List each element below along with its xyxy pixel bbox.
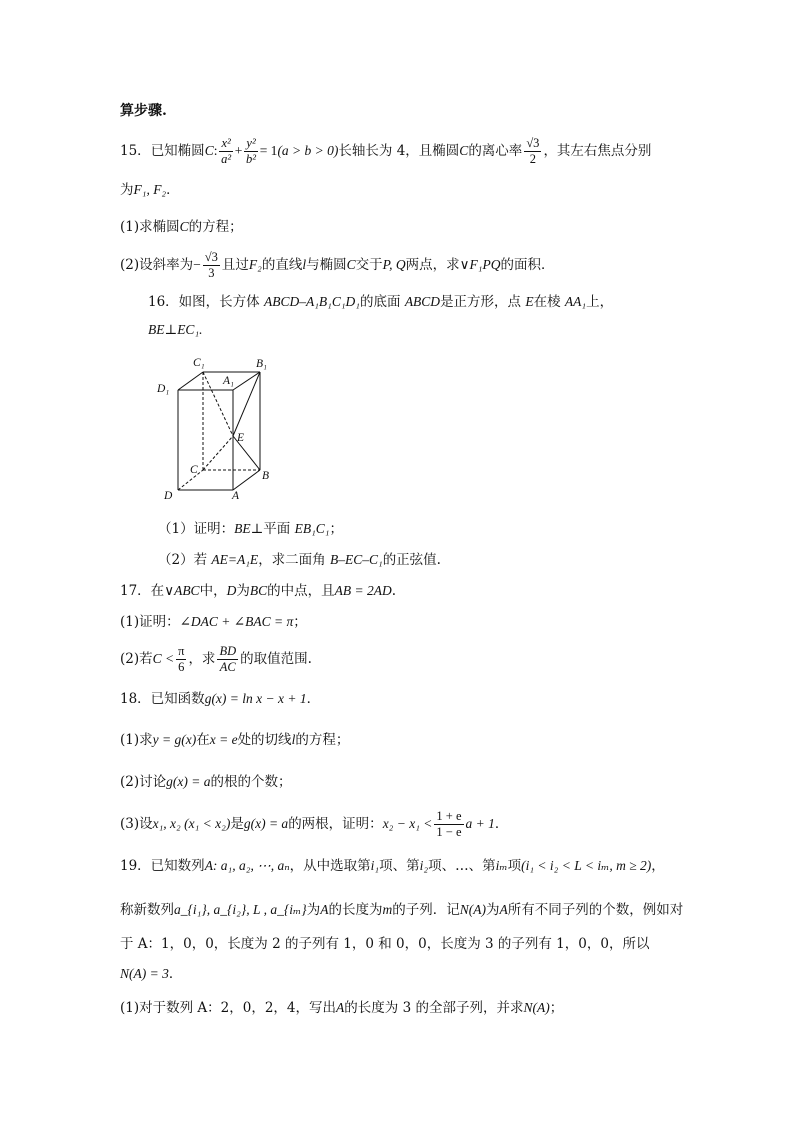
q18-p3-tail: a + 1 (465, 816, 495, 831)
q15-y2: y² (246, 136, 256, 150)
q18-p1-x: x = e (209, 732, 238, 747)
q17-text-e: . (391, 583, 396, 599)
q15-text2: 长轴长为 4，且椭圆 (338, 143, 460, 159)
q18-p1-text-a: (1)求 (120, 732, 153, 748)
q18-p2-eq: g(x) = a (166, 774, 211, 789)
q18-text-a: 18．已知函数 (120, 691, 205, 707)
q15-p1-text-b: 的方程； (188, 219, 243, 235)
q19-i2: i₂ (419, 858, 429, 873)
q15-two: 2 (529, 152, 536, 166)
q18-p3-fraction (434, 809, 463, 840)
q17-pi: π (178, 644, 185, 658)
q18-p3-den: 1 − e (436, 825, 462, 839)
q15-p2-triangle: ∨F₁PQ (459, 257, 501, 272)
q18-p3-ineq: x₂ − x₁ < (382, 816, 433, 831)
q18-p2-text-c: 的根的个数； (210, 774, 292, 790)
q19-l2-text-e: 为 (485, 902, 500, 918)
label-C1: C₁ (193, 357, 205, 369)
q16-point-E: E (525, 294, 534, 309)
q16-text-i: 上， (586, 294, 614, 310)
q17-p2-text-c: ，求 (188, 651, 216, 667)
q16-prism: ABCD–A₁B₁C₁D₁ (263, 294, 361, 309)
edge-AB (233, 470, 260, 490)
q18-p1-text-e: 处的切线 (237, 732, 292, 748)
q16-s2-eq: AE=A₁E (211, 552, 259, 567)
label-B: B (262, 470, 270, 482)
q18-p1-l: l (291, 732, 296, 747)
q15-p2-text-d: 与椭圆 (306, 257, 347, 273)
q19-line3: 于 A：1，0，0，长度为 2 的子列有 1，0 和 0，0，长度为 3 的子列有 1，0，0，所以 (120, 936, 650, 952)
q15-p2-text-b: 且过 (221, 257, 249, 273)
q19-text-f: ， (651, 858, 665, 874)
q17-p1-eq: ∠DAC + ∠BAC = π (179, 614, 294, 629)
cuboid-figure (150, 350, 280, 505)
q17-pi-fraction (176, 644, 186, 675)
q15-eq1: = 1 (259, 143, 278, 158)
q15-sqrt3: √3 (526, 136, 540, 150)
label-C: C (190, 464, 198, 476)
q19-text-a: 19．已知数列 (120, 858, 205, 874)
q17-D: D (226, 583, 237, 598)
q19-subseq: a_{i₁}, a_{i₂}, L , a_{iₘ} (174, 902, 307, 917)
q15-part2 (120, 248, 554, 282)
q17-triangle: ∨ABC (164, 583, 200, 598)
q15-p1-C: C (179, 219, 189, 234)
q19-l2-text-c: 的长度为 (328, 902, 383, 918)
q19-line4 (120, 964, 182, 984)
q15-fraction-x (219, 136, 232, 167)
q18-part1 (120, 730, 349, 750)
q19-cond: (i₁ < i₂ < L < iₘ, m ≥ 2) (521, 858, 652, 873)
q15-p2-PQ: P, Q (382, 257, 406, 272)
q15-p2-C: C (346, 257, 356, 272)
q19-l2-text-a: 称新数列 (120, 902, 174, 918)
q16-s1-BE: BE (234, 521, 251, 536)
q19-p1-A: A (336, 1000, 345, 1015)
q17-six: 6 (178, 660, 185, 674)
q15-ellipse-name: C (204, 143, 214, 158)
q17-BD: BD (219, 644, 237, 658)
q19-A-2: A (499, 902, 508, 917)
q17-p1-text-c: ； (293, 614, 307, 630)
q19-text-c: 项、第 (379, 858, 420, 874)
q15-a2: a² (221, 152, 232, 166)
q15-text3: 的离心率 (468, 143, 523, 159)
q19-l2-text-b: 为 (306, 902, 321, 918)
q19-text-e: 项 (507, 858, 522, 874)
q15-number: 15． (120, 143, 151, 159)
label-B1: B₁ (256, 358, 268, 370)
q18-p3-text-a: (3)设 (120, 816, 153, 832)
q16-text-c: 的底面 (360, 294, 405, 310)
q15-text4: ，其左右焦点分别 (543, 143, 652, 159)
q17-AC: AC (219, 660, 236, 674)
q15-slope-three: 3 (208, 266, 215, 280)
q19-p1-text-d: ； (549, 1000, 564, 1016)
q17-text-a: 17．在 (120, 583, 165, 599)
q15-text5: 为 (120, 182, 134, 198)
q16-s2-angle: B–EC–C₁ (329, 552, 383, 567)
q16-text-g: 在棱 (533, 294, 565, 310)
q17-line1 (120, 581, 396, 601)
q15-x2: x² (221, 136, 231, 150)
q16-s2-text-a: （2）若 (158, 552, 212, 568)
q16-s1-text-c: ⊥平面 (250, 521, 295, 537)
q17-p2-cond: C < (152, 651, 175, 666)
q18-p1-text-c: 在 (196, 732, 210, 748)
q16-sub1 (158, 519, 343, 539)
label-E: E (237, 432, 245, 444)
q15-p2-text-a: (2)设斜率为 (120, 257, 194, 273)
q15-p2-text-c: 的直线 (261, 257, 303, 273)
q18-p3-num: 1 + e (436, 809, 462, 823)
q19-p1-text-a: (1)对于数列 A：2，0，2，4，写出 (120, 1000, 337, 1016)
q15-colon: : (213, 143, 218, 158)
q16-line2: BE⊥EC₁. (148, 322, 203, 337)
q16-sub2 (158, 550, 441, 570)
q19-l4-text-b: ． (168, 966, 183, 982)
q15-slope-sqrt3: √3 (204, 250, 218, 264)
q19-m: m (382, 902, 393, 917)
q17-text-d: 的中点，且 (267, 583, 335, 599)
q19-A: A (320, 902, 329, 917)
q18-part2 (120, 772, 291, 792)
q16-text-a: 16．如图，长方体 (148, 294, 264, 310)
q16-line1 (148, 292, 613, 312)
q17-BC: BC (249, 583, 268, 598)
q17-eq: AB = 2AD (334, 583, 392, 598)
q15-ellipse-name-2: C (459, 143, 469, 158)
q18-p3-roots: x₁, x₂ (x₁ < x₂) (152, 816, 231, 831)
q17-p1-text-a: (1)证明： (120, 614, 180, 630)
q15-condition: (a > b > 0) (277, 143, 339, 158)
section-header: 算步骤. (120, 103, 167, 119)
q19-l2-text-f: 所有不同子列的个数，例如对 (507, 902, 684, 918)
q15-p2-text-g: 的面积． (500, 257, 555, 273)
q16-s1-text-e: ； (329, 521, 343, 537)
q18-text-b: ． (306, 691, 321, 707)
q15-eccentricity (524, 136, 541, 167)
q19-text-b: ，从中选取第 (289, 858, 371, 874)
q19-part1 (120, 998, 563, 1018)
q15-line1 (120, 134, 651, 168)
q18-p3-text-c: 是 (230, 816, 244, 832)
q16-text-e: 是正方形，点 (440, 294, 526, 310)
label-A1: A₁ (223, 375, 235, 387)
q17-text-b: 中， (199, 583, 227, 599)
q18-part3 (120, 806, 508, 842)
q15-slope-fraction (203, 250, 220, 281)
q15-plus: + (234, 143, 243, 158)
edge-D1C1 (178, 372, 203, 390)
q17-p2-text-d: 的取值范围. (240, 651, 312, 667)
q18-function: g(x) = ln x − x + 1 (204, 691, 307, 706)
q19-text-d: 项、…、第 (428, 858, 496, 874)
q15-p2-F2: F₂ (248, 257, 262, 272)
q19-line2 (120, 900, 683, 920)
q18-p1-y: y = g(x) (152, 732, 197, 747)
q19-NA: N(A) (459, 902, 486, 917)
q19-NA-value: N(A) = 3 (120, 966, 169, 981)
q15-dot: ． (166, 182, 180, 198)
q15-text: 已知椭圆 (150, 143, 205, 159)
q17-ratio-fraction (217, 644, 238, 675)
q18-p3-text-e: 的两根，证明： (288, 816, 383, 832)
q15-p2-text-f: 两点，求 (405, 257, 460, 273)
q15-line2 (120, 180, 180, 200)
q15-p2-minus: − (193, 257, 201, 272)
q19-i1: i₁ (370, 858, 380, 873)
q19-p1-text-b: 的长度为 3 的全部子列，并求 (344, 1000, 524, 1016)
q16-s2-text-e: 的正弦值. (382, 552, 441, 568)
q17-text-c: 为 (236, 583, 250, 599)
q15-p2-text-e: 交于 (355, 257, 383, 273)
label-D: D (164, 490, 173, 502)
q15-b2: b² (246, 152, 257, 166)
edge-CE (203, 436, 233, 470)
q18-line1 (120, 689, 320, 709)
q18-p1-text-g: 的方程； (295, 732, 350, 748)
q15-p2-l: l (302, 257, 307, 272)
q17-part2 (120, 640, 312, 678)
q19-p1-NA: N(A) (523, 1000, 550, 1015)
label-D1: D₁ (157, 383, 170, 395)
q15-part1 (120, 217, 243, 237)
q18-p3-text-h: ． (494, 816, 509, 832)
q16-edge: AA₁ (564, 294, 587, 309)
q19-seq: A: a₁, a₂, ⋯, aₙ (204, 858, 290, 873)
q16-s1-plane: EB₁C₁ (294, 521, 330, 536)
q19-line1 (120, 856, 665, 876)
q16-base: ABCD (404, 294, 441, 309)
q15-fraction-y (244, 136, 257, 167)
q15-p1-text: (1)求椭圆 (120, 219, 180, 235)
q19-l2-text-d: 的子列．记 (392, 902, 460, 918)
q15-foci: F₁, F₂ (133, 182, 167, 197)
q17-p2-text-a: (2)若 (120, 651, 153, 667)
q19-im: iₘ (495, 858, 508, 873)
q16-s2-text-c: ，求二面角 (258, 552, 330, 568)
q16-s1-text-a: （1）证明： (158, 521, 235, 537)
q17-part1 (120, 612, 307, 632)
q18-p2-text-a: (2)讨论 (120, 774, 167, 790)
q18-p3-eq: g(x) = a (243, 816, 289, 831)
label-A: A (232, 490, 240, 502)
